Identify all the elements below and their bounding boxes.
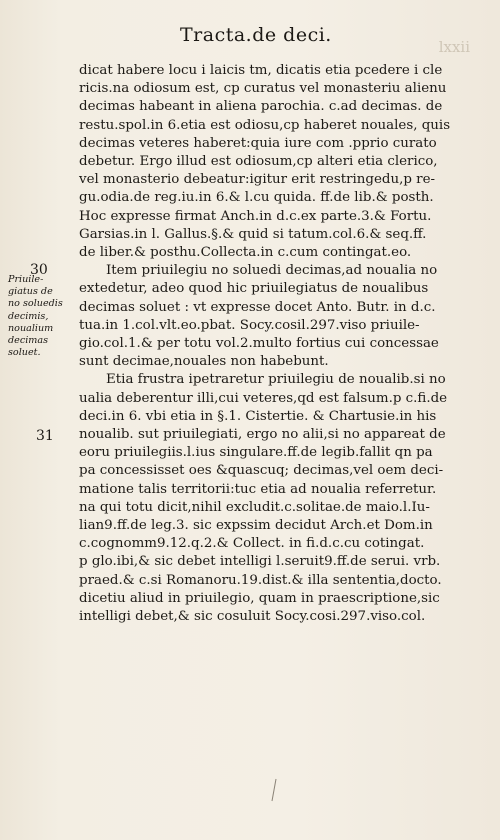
text-line: ricis.na odiosum est, cp curatus vel monasteriu alienu: [79, 81, 447, 97]
text-line: vel monasterio debeatur:igitur erit restringedu,p re-: [79, 172, 436, 188]
margin-note-line: noualium: [8, 322, 54, 334]
text-line: pa concessisset oes &quascuq; decimas,vel oem deci-: [79, 463, 444, 479]
bleed-through-text: lxxii: [438, 38, 470, 56]
margin-note-line: no soluedis: [8, 298, 63, 310]
margin-note: [8, 274, 78, 359]
text-line: lian9.ff.de leg.3. sic expssim decidut Arch.et Dom.in: [79, 518, 433, 534]
text-line: gio.col.1.& per totu vol.2.multo fortius cui concessae: [79, 336, 439, 352]
text-line: na qui totu dicit,nihil excludit.c.solitae.de maio.l.Iu-: [79, 499, 430, 515]
text-line: dicat habere locu i laicis tm, dicatis etia pcedere i cle: [79, 63, 443, 78]
text-line: sunt decimae,nouales non habebunt.: [79, 354, 329, 370]
text-line: Hoc expresse firmat Anch.in d.c.ex parte.3.& Fortu.: [79, 208, 432, 224]
text-line: Item priuilegiu no soluedi decimas,ad noualia no: [106, 263, 438, 279]
text-line: c.cognomm9.12.q.2.& Collect. in fi.d.c.cu cotingat.: [79, 536, 425, 552]
text-line: Etia frustra ipetraretur priuilegiu de noualib.si no: [106, 372, 446, 388]
paragraph-3: [79, 371, 459, 626]
paragraph-1: [79, 62, 459, 262]
text-line: decimas soluet : vt expresse docet Anto. Butr. in d.c.: [79, 299, 436, 315]
margin-note-line: decimis,: [8, 310, 49, 322]
text-line: noualib. sut priuilegiati, ergo no alii,si no appareat de: [79, 427, 446, 443]
text-line: decimas habeant in aliena parochia. c.ad decimas. de: [79, 99, 443, 115]
section-number-31: 31: [36, 428, 54, 444]
text-line: praed.& c.si Romanoru.19.dist.& illa sententia,docto.: [79, 572, 442, 588]
text-line: deci.in 6. vbi etia in §.1. Cistertie. & Chartusie.in his: [79, 408, 437, 424]
pen-mark: [270, 778, 278, 802]
body-text: [79, 62, 459, 626]
text-line: eoru priuilegiis.l.ius singulare.ff.de legib.fallit qn pa: [79, 445, 433, 461]
text-line: tua.in 1.col.vlt.eo.pbat. Socy.cosil.297.viso priuile-: [79, 317, 420, 333]
text-line: debetur. Ergo illud est odiosum,cp alteri etia clerico,: [79, 154, 438, 170]
margin-note-line: decimas: [8, 335, 49, 347]
text-line: gu.odia.de reg.iu.in 6.& l.cu quida. ff.de lib.& posth.: [79, 190, 434, 206]
text-line: dicetiu aliud in priuilegio, quam in praescriptione,sic: [79, 590, 440, 606]
text-line: decimas veteres haberet:quia iure com .pprio curato: [79, 135, 437, 151]
text-line: intelligi debet,& sic cosuluit Socy.cosi.297.viso.col.: [79, 609, 426, 625]
margin-note-line: Priuile-: [8, 274, 44, 285]
section-number-30: 30: [30, 262, 48, 278]
text-line: extedetur, adeo quod hic priuilegiatus de noualibus: [79, 281, 429, 297]
running-head: Tracta.de deci.: [180, 24, 332, 46]
margin-note-line: soluet.: [8, 347, 41, 359]
text-line: ualia deberentur illi,cui veteres,qd est falsum.p c.fi.de: [79, 390, 448, 406]
text-line: restu.spol.in 6.etia est odiosu,cp haberet nouales, quis: [79, 117, 451, 133]
margin-note-line: giatus de: [8, 286, 53, 298]
text-line: de liber.& posthu.Collecta.in c.cum contingat.eo.: [79, 245, 412, 261]
text-line: p glo.ibi,& sic debet intelligi l.seruit9.ff.de serui. vrb.: [79, 554, 441, 570]
text-line: Garsias.in l. Gallus.§.& quid si tatum.col.6.& seq.ff.: [79, 226, 427, 242]
paragraph-2: [79, 262, 459, 371]
text-line: matione talis territorii:tuc etia ad noualia referretur.: [79, 481, 437, 497]
